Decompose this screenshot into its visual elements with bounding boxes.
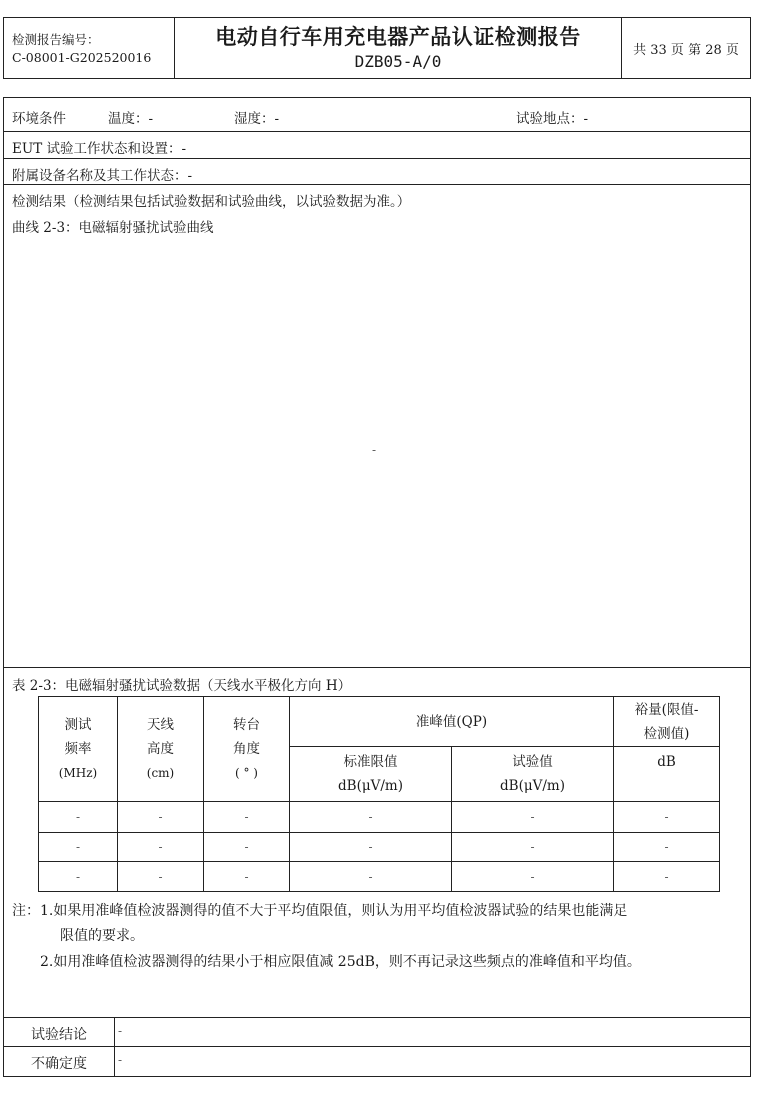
table-row: - - - - - - [39,802,720,833]
curve-placeholder: - [372,443,377,457]
divider [114,1047,115,1076]
report-title: 电动自行车用充电器产品认证检测报告 [215,25,581,49]
report-header [3,17,751,79]
col-quasi-peak-header: 准峰值(QP) [290,697,614,747]
aux-equipment-row [4,159,750,185]
table-row: - - - - - - [39,862,720,892]
results-intro: 检测结果（检测结果包括试验数据和试验曲线，以试验数据为准。） [12,194,411,210]
table-caption: 表 2-3：电磁辐射骚扰试验数据（天线水平极化方向 H） [12,678,352,694]
col-margin-unit: dB [614,747,720,802]
env-label: 环境条件 [12,111,66,127]
report-code: DZB05-A/0 [354,52,442,71]
curve-caption: 曲线 2-3：电磁辐射骚扰试验曲线 [12,220,214,236]
table-row: - - - - - - [39,833,720,862]
report-number-cell [4,18,175,78]
radiated-emission-table [38,696,720,892]
col-test-value-header: 试验值 dB(μV/m) [452,747,614,802]
col-margin-header: 裕量(限值- 检测值) [614,697,720,747]
humidity: 湿度：- [234,111,280,127]
eut-setup-row [4,132,750,159]
note-2: 2.如用准峰值检波器测得的结果小于相应限值减 25dB，则不再记录这些频点的准峰值和平均值。 [40,954,641,970]
report-number-label: 检测报告编号： [12,32,100,47]
report-title-cell [175,18,622,78]
results-curve-section [4,185,750,668]
notes-prefix: 注： [12,903,40,919]
page-count: 共 33 页 第 28 页 [633,43,739,58]
note-1-continued: 限值的要求。 [60,928,144,944]
conclusion-row [4,1018,750,1047]
uncertainty-label: 不确定度 [31,1056,87,1072]
col-antenna-height-header: 天线 高度 (cm) [118,697,204,802]
col-frequency-header: 测试 频率 (MHz) [39,697,118,802]
test-location: 试验地点：- [516,111,589,127]
temperature: 温度：- [108,111,154,127]
col-limit-header: 标准限值 dB(μV/m) [290,747,452,802]
eut-setup: EUT 试验工作状态和设置：- [12,141,187,157]
report-body [3,97,751,1077]
note-1: 1.如果用准峰值检波器测得的值不大于平均值限值，则认为用平均值检波器试验的结果也能满足 [40,903,628,919]
conclusion-label: 试验结论 [31,1027,87,1043]
report-number: C-08001-G202520016 [12,50,152,65]
env-conditions-row [4,98,750,132]
aux-equipment: 附属设备名称及其工作状态：- [12,168,193,184]
uncertainty-value: - [118,1053,123,1067]
col-turntable-angle-header: 转台 角度 ( ° ) [204,697,290,802]
divider [114,1018,115,1046]
uncertainty-row [4,1047,750,1076]
conclusion-value: - [118,1024,123,1038]
